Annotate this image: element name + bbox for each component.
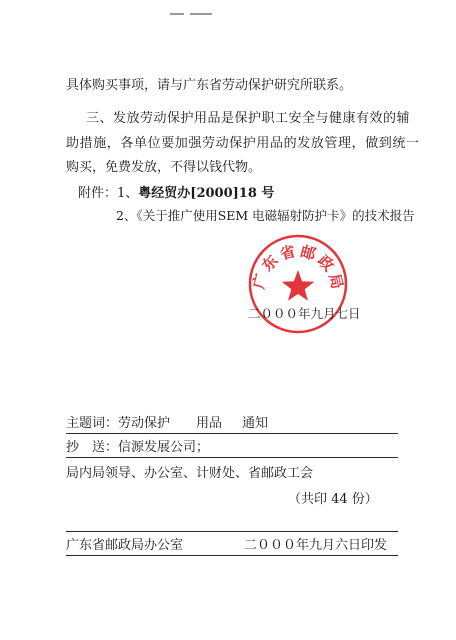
paragraph-2-line-3: 购买，免费发放，不得以钱代物。	[66, 160, 262, 175]
attachment-2	[116, 208, 415, 224]
divider-line	[66, 531, 398, 532]
seal-text: 广 东 省 邮 政 局	[249, 242, 347, 291]
divider-line	[66, 433, 398, 434]
subject-label: 主题词：	[66, 416, 119, 431]
scan-top-marks	[170, 0, 230, 3]
cc-recipient-1: 信源发展公司；	[118, 440, 210, 455]
divider-line	[66, 457, 398, 458]
attachment-2-text: 《关于推广使用SEM 电磁辐射防护卡》的技术报告	[136, 208, 415, 223]
issue-date: 二０００年九月六日印发	[244, 538, 388, 553]
cc-line-2: 局内局领导、办公室、计财处、省邮政工会	[66, 466, 314, 481]
attachment-1	[78, 186, 274, 202]
signature-date: 二０００年九月七日	[248, 306, 361, 321]
cc-line-1	[66, 440, 209, 456]
paragraph-1-line-1: 具体购买事项，请与广东省劳动保护研究所联系。	[66, 78, 353, 93]
seal-star-icon	[282, 270, 314, 301]
subject-term-3: 通知	[242, 416, 269, 431]
divider-line	[66, 555, 398, 556]
issuer: 广东省邮政局办公室	[66, 538, 184, 553]
attachment-label: 附件：	[78, 186, 118, 201]
attachment-2-number: 2、	[116, 208, 137, 223]
cc-label: 抄 送：	[66, 440, 119, 455]
subject-term-1: 劳动保护	[118, 416, 171, 431]
attachment-1-text: 粤经贸办[2000]18 号	[138, 186, 275, 201]
paragraph-2-line-1: 三、发放劳动保护用品是保护职工安全与健康有效的辅	[86, 111, 411, 126]
attachment-1-number: 1、	[117, 186, 139, 201]
subject-term-2: 用品	[196, 416, 223, 431]
subject-terms-line	[66, 416, 268, 432]
copies-count: （共印 44 份）	[288, 492, 378, 507]
paragraph-2-line-2: 助措施，各单位要加强劳动保护用品的发放管理，做到统一	[66, 136, 420, 151]
